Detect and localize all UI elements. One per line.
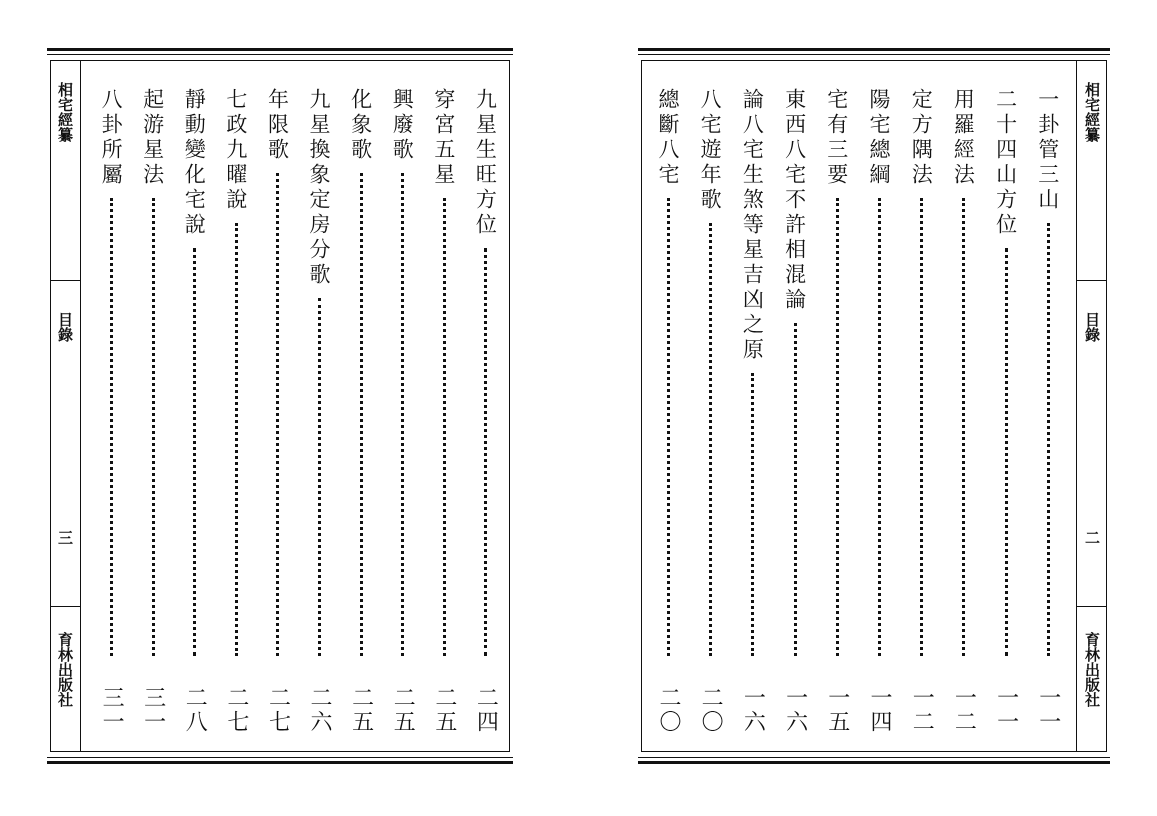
toc-title: 年限歌 [265,88,290,163]
dot-leader [318,298,321,656]
toc-title: 八卦所屬 [99,88,124,188]
toc-title: 七政九曜說 [223,88,248,213]
toc-title: 化象歌 [348,88,373,163]
toc-list [646,88,1068,734]
dot-leader [193,248,196,656]
toc-title: 興廢歌 [390,88,415,163]
toc-page: 二六 [307,686,333,734]
toc-title: 起游星法 [140,88,165,188]
dot-leader [443,198,446,656]
dot-leader [484,248,487,656]
toc-page: 一六 [740,686,766,734]
margin-divider [1077,606,1107,607]
dot-leader [401,173,404,656]
toc-page: 一五 [824,686,850,734]
toc-page: 二四 [473,686,499,734]
dot-leader [152,198,155,656]
top-rule [47,48,513,51]
toc-entry[interactable] [255,88,297,734]
dot-leader [110,198,113,656]
dot-leader [709,223,712,656]
toc-entry[interactable] [463,88,505,734]
dot-leader [751,373,754,656]
toc-title: 九星生旺方位 [473,88,498,238]
toc-title: 用羅經法 [951,88,976,188]
toc-title: 陽宅總綱 [866,88,891,188]
toc-page: 一二 [909,686,935,734]
dot-leader [1005,248,1008,656]
toc-page: 二五 [390,686,416,734]
toc-entry[interactable] [941,88,983,734]
dot-leader [794,323,797,656]
dot-leader [276,173,279,656]
top-rule-thin [638,54,1110,55]
side-margin [50,60,81,752]
book-title: 相宅經纂 [1083,82,1101,142]
top-rule [638,48,1110,51]
publisher: 育林出版社 [56,632,74,707]
bottom-rule [47,761,513,764]
bottom-rule [638,761,1110,764]
margin-divider [50,606,80,607]
toc-page: 一一 [993,686,1019,734]
section-label: 目錄 [1083,312,1101,342]
toc-title: 論八宅生煞等星吉凶之原 [740,88,765,363]
toc-title: 八宅遊年歌 [698,88,723,213]
margin-divider [1077,280,1107,281]
dot-leader [235,223,238,656]
publisher: 育林出版社 [1083,632,1101,707]
toc-entry[interactable] [422,88,464,734]
dot-leader [962,198,965,656]
dot-leader [878,198,881,656]
toc-page: 二五 [348,686,374,734]
left-page [47,48,513,764]
dot-leader [836,198,839,656]
toc-entry[interactable] [730,88,772,734]
toc-entry[interactable] [773,88,815,734]
toc-page: 二七 [265,686,291,734]
toc-page: 二八 [182,686,208,734]
dot-leader [667,198,670,656]
toc-page: 一六 [782,686,808,734]
toc-entry[interactable] [380,88,422,734]
book-title: 相宅經纂 [56,82,74,142]
dot-leader [920,198,923,656]
toc-title: 二十四山方位 [993,88,1018,238]
toc-title: 總斷八宅 [655,88,680,188]
toc-entry[interactable] [857,88,899,734]
toc-page: 一一 [1035,686,1061,734]
top-rule-thin [47,54,513,55]
toc-entry[interactable] [89,88,131,734]
toc-page: 二〇 [698,686,724,734]
toc-entry[interactable] [688,88,730,734]
toc-title: 九星換象定房分歌 [307,88,332,288]
margin-divider [50,280,80,281]
page-number: 二 [1083,530,1101,545]
toc-title: 東西八宅不許相混論 [782,88,807,313]
toc-page: 二七 [223,686,249,734]
toc-entry[interactable] [1026,88,1068,734]
toc-page: 二〇 [655,686,681,734]
toc-entry[interactable] [297,88,339,734]
page-number: 三 [56,530,74,545]
dot-leader [360,173,363,656]
toc-title: 靜動變化宅說 [182,88,207,238]
toc-page: 二五 [431,686,457,734]
toc-title: 一卦管三山 [1035,88,1060,213]
toc-list [89,88,505,734]
toc-page: 三一 [140,686,166,734]
section-label: 目錄 [56,312,74,342]
toc-entry[interactable] [815,88,857,734]
toc-title: 定方隅法 [909,88,934,188]
side-margin [1076,60,1107,752]
toc-page: 三一 [99,686,125,734]
toc-title: 宅有三要 [824,88,849,188]
toc-page: 一二 [951,686,977,734]
bottom-rule-thin [47,757,513,758]
toc-entry[interactable] [131,88,173,734]
toc-entry[interactable] [984,88,1026,734]
bottom-rule-thin [638,757,1110,758]
toc-entry[interactable] [172,88,214,734]
toc-entry[interactable] [646,88,688,734]
right-page [638,48,1110,764]
toc-entry[interactable] [339,88,381,734]
toc-page: 一四 [866,686,892,734]
toc-entry[interactable] [214,88,256,734]
dot-leader [1047,223,1050,656]
toc-title: 穿宮五星 [431,88,456,188]
toc-entry[interactable] [899,88,941,734]
